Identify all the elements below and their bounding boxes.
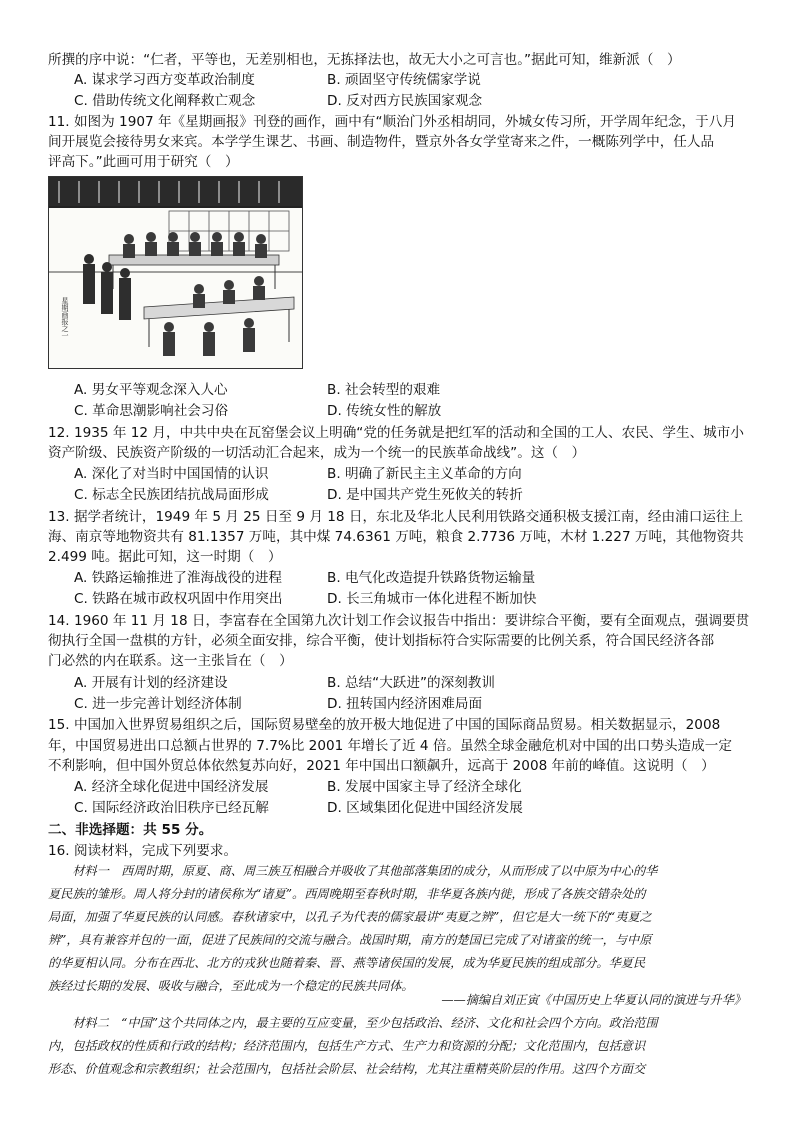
q11-option-b: B. 社会转型的艰难 (327, 382, 441, 398)
q13-option-b: B. 电气化改造提升铁路货物运输量 (327, 570, 536, 586)
q14-option-c: C. 进一步完善计划经济体制 (74, 696, 242, 712)
q13-option-d: D. 长三角城市一体化进程不断加快 (327, 591, 537, 607)
material1-line4: 辨”，具有兼容并包的一面，促进了民族间的交流与融合。战国时期，南方的楚国已完成了对诸蛮的统一，与中原 (48, 933, 652, 947)
q12-option-a: A. 深化了对当时中国国情的认识 (74, 466, 269, 482)
q13-stem-line2: 海、南京等地物资共有 81.1357 万吨，其中煤 74.6361 万吨，粮食 2.7736 万吨，木材 1.227 万吨，其他物资共 (48, 529, 744, 545)
material2-line2: 内，包括政权的性质和行政的结构；经济范围内，包括生产方式、生产力和资源的分配；文化范围内，包括意识 (48, 1039, 646, 1053)
q10-option-c: C. 借助传统文化阐释救亡观念 (74, 93, 256, 109)
material2-line1: 材料二 “中国”这个共同体之内，最主要的互应变量，至少包括政治、经济、文化和社会四个方向。政治范围 (48, 1016, 658, 1030)
q15-stem-line2: 年，中国贸易进出口总额占世界的 7.7%比 2001 年增长了近 4 倍。虽然全球金融危机对中国的出口势头造成一定 (48, 738, 732, 754)
q12-option-b: B. 明确了新民主主义革命的方向 (327, 466, 522, 482)
q14-option-a: A. 开展有计划的经济建设 (74, 675, 228, 691)
material1-line1: 材料一 西周时期，原夏、商、周三族互相融合并吸收了其他部落集团的成分，从而形成了以中原为中心的华 (48, 864, 658, 878)
q11-option-d: D. 传统女性的解放 (327, 403, 442, 419)
q15-option-b: B. 发展中国家主导了经济全球化 (327, 779, 522, 795)
q11-option-a: A. 男女平等观念深入人心 (74, 382, 228, 398)
q15-option-d: D. 区域集团化促进中国经济发展 (327, 800, 523, 816)
material2-line3: 形态、价值观念和宗教组织；社会范围内，包括社会阶层、社会结构，尤其注重精英阶层的作用。这四个方面交 (48, 1062, 646, 1076)
q11-stem-line1: 11. 如图为 1907 年《星期画报》刊登的画作，画中有“顺治门外丞相胡同，外城女传习所，开学周年纪念，于八月 (48, 114, 736, 130)
q12-stem-line2: 资产阶级、民族资产阶级的一切活动汇合起来，成为一个统一的民族革命战线”。这（ ） (48, 445, 586, 461)
section-heading: 二、非选择题：共 55 分。 (48, 822, 213, 838)
q13-stem-line3: 2.499 吨。据此可知，这一时期（ ） (48, 549, 282, 565)
q15-option-a: A. 经济全球化促进中国经济发展 (74, 779, 269, 795)
material1-line6: 族经过长期的发展、吸收与融合，至此成为一个稳定的民族共同体。 (48, 979, 414, 993)
material1-line5: 的华夏相认同。分布在西北、北方的戎狄也随着秦、晋、燕等诸侯国的发展，成为华夏民族的组成部分。华夏民 (48, 956, 646, 970)
q16-instruction: 16. 阅读材料，完成下列要求。 (48, 843, 238, 859)
q10-option-d: D. 反对西方民族国家观念 (327, 93, 483, 109)
q14-stem-line1: 14. 1960 年 11 月 18 日，李富春在全国第九次计划工作会议报告中指出：要讲综合平衡，要有全面观点，强调要贯 (48, 613, 750, 629)
material1-source: ——摘编自刘正寅《中国历史上华夏认同的演进与升华》 (441, 993, 746, 1007)
q12-stem-line1: 12. 1935 年 12 月，中共中央在瓦窑堡会议上明确“党的任务就是把红军的活动和全国的工人、农民、学生、城市小 (48, 425, 744, 441)
q15-option-c: C. 国际经济政治旧秩序已经瓦解 (74, 800, 269, 816)
q10-stem-tail: 所撰的序中说：“仁者，平等也，无差别相也，无拣择法也，故无大小之可言也。”据此可知，维新派（ ） (48, 52, 681, 68)
q11-stem-line2: 间开展览会接待男女来宾。本学学生课艺、书画、制造物件，暨京外各女学堂寄来之件，一概陈列学中，任人品 (48, 134, 715, 150)
q15-stem-line3: 不利影响，但中国外贸总体依然复苏向好，2021 年中国出口额飙升，远高于 2008 年前的峰值。这说明（ ） (48, 758, 715, 774)
illustration-caption: 星期画报之一 (61, 297, 69, 339)
q14-option-b: B. 总结“大跃进”的深刻教训 (327, 675, 495, 691)
q12-option-c: C. 标志全民族团结抗战局面形成 (74, 487, 269, 503)
q12-option-d: D. 是中国共产党生死攸关的转折 (327, 487, 523, 503)
q14-stem-line3: 门必然的内在联系。这一主张旨在（ ） (48, 653, 293, 669)
material1-line3: 局面，加强了华夏民族的认同感。春秋诸家中，以孔子为代表的儒家最讲“夷夏之辨”，但它是大一统下的“夷夏之 (48, 910, 652, 924)
q13-option-a: A. 铁路运输推进了淮海战役的进程 (74, 570, 283, 586)
material1-line2: 夏民族的雏形。周人将分封的诸侯称为“诸夏”。西周晚期至春秋时期，非华夏各族内徙，形成了各族交错杂处的 (48, 887, 646, 901)
q10-option-b: B. 顽固坚守传统儒家学说 (327, 72, 481, 88)
q11-stem-line3: 评高下。”此画可用于研究（ ） (48, 154, 239, 170)
q10-option-a: A. 谋求学习西方变革政治制度 (74, 72, 255, 88)
q14-option-d: D. 扭转国内经济困难局面 (327, 696, 483, 712)
q15-stem-line1: 15. 中国加入世界贸易组织之后，国际贸易壁垒的放开极大地促进了中国的国际商品贸易。相关数据显示，2008 (48, 717, 721, 733)
q14-stem-line2: 彻执行全国一盘棋的方针，必须全面安排，综合平衡，使计划指标符合实际需要的比例关系，符合国民经济各部 (48, 633, 715, 649)
exhibition-illustration (48, 176, 303, 369)
q11-option-c: C. 革命思潮影响社会习俗 (74, 403, 229, 419)
q13-option-c: C. 铁路在城市政权巩固中作用突出 (74, 591, 283, 607)
q13-stem-line1: 13. 据学者统计，1949 年 5 月 25 日至 9 月 18 日，东北及华北人民利用铁路交通积极支援江南，经由浦口运往上 (48, 509, 744, 525)
